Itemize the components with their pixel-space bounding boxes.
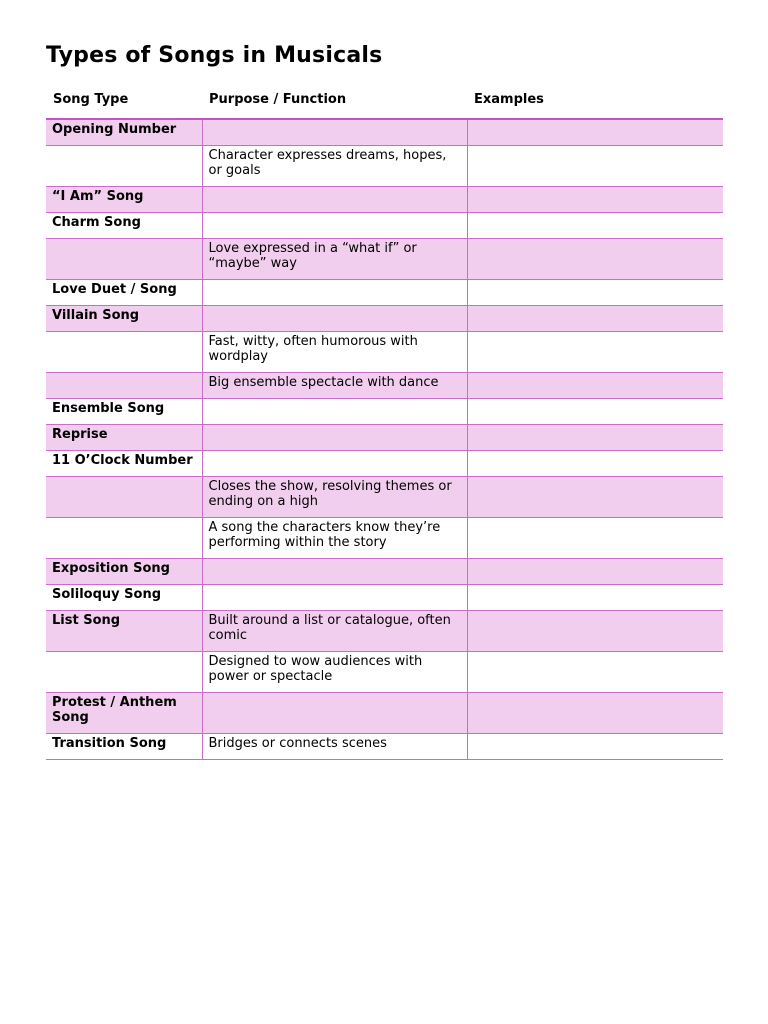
purpose-cell	[202, 559, 467, 585]
purpose-cell	[202, 425, 467, 451]
purpose-cell: Character expresses dreams, hopes, or goals	[202, 146, 467, 187]
table-body	[46, 119, 723, 760]
purpose-cell	[202, 306, 467, 332]
examples-cell	[467, 425, 723, 451]
purpose-cell: A song the characters know they’re performing within the story	[202, 518, 467, 559]
song-type-cell	[46, 477, 202, 518]
purpose-cell	[202, 213, 467, 239]
song-type-cell	[46, 373, 202, 399]
song-type-cell	[46, 518, 202, 559]
purpose-cell	[202, 451, 467, 477]
table-row	[46, 332, 723, 373]
song-type-cell: Ensemble Song	[46, 399, 202, 425]
table-row	[46, 559, 723, 585]
song-type-cell: Love Duet / Song	[46, 280, 202, 306]
purpose-cell: Love expressed in a “what if” or “maybe” way	[202, 239, 467, 280]
examples-cell	[467, 146, 723, 187]
examples-cell	[467, 280, 723, 306]
song-type-cell: List Song	[46, 611, 202, 652]
song-type-cell	[46, 652, 202, 693]
examples-cell	[467, 213, 723, 239]
examples-cell	[467, 187, 723, 213]
table-row	[46, 373, 723, 399]
song-type-cell: Protest / Anthem Song	[46, 693, 202, 734]
examples-cell	[467, 693, 723, 734]
examples-cell	[467, 306, 723, 332]
examples-cell	[467, 734, 723, 760]
table-row	[46, 146, 723, 187]
table-row	[46, 399, 723, 425]
song-type-cell	[46, 239, 202, 280]
song-type-cell: Villain Song	[46, 306, 202, 332]
examples-cell	[467, 239, 723, 280]
song-type-cell: Charm Song	[46, 213, 202, 239]
examples-cell	[467, 119, 723, 146]
examples-cell	[467, 559, 723, 585]
purpose-cell: Bridges or connects scenes	[202, 734, 467, 760]
examples-cell	[467, 652, 723, 693]
table-row	[46, 477, 723, 518]
purpose-cell	[202, 585, 467, 611]
header-song-type: Song Type	[46, 86, 202, 119]
song-type-cell: Transition Song	[46, 734, 202, 760]
purpose-cell	[202, 693, 467, 734]
song-type-cell: “I Am” Song	[46, 187, 202, 213]
table-row	[46, 239, 723, 280]
examples-cell	[467, 518, 723, 559]
song-types-table	[46, 86, 723, 760]
header-examples: Examples	[467, 86, 723, 119]
table-row	[46, 652, 723, 693]
table-header-row	[46, 86, 723, 119]
purpose-cell	[202, 119, 467, 146]
table-row	[46, 734, 723, 760]
table-row	[46, 585, 723, 611]
song-type-cell: 11 O’Clock Number	[46, 451, 202, 477]
table-row	[46, 518, 723, 559]
table-row	[46, 611, 723, 652]
purpose-cell: Closes the show, resolving themes or ending on a high	[202, 477, 467, 518]
song-type-cell: Reprise	[46, 425, 202, 451]
examples-cell	[467, 373, 723, 399]
examples-cell	[467, 585, 723, 611]
purpose-cell: Built around a list or catalogue, often comic	[202, 611, 467, 652]
document-title: Types of Songs in Musicals	[46, 43, 383, 68]
table-row	[46, 425, 723, 451]
purpose-cell	[202, 399, 467, 425]
table-row	[46, 451, 723, 477]
purpose-cell	[202, 187, 467, 213]
song-type-cell	[46, 332, 202, 373]
song-type-cell	[46, 146, 202, 187]
purpose-cell: Designed to wow audiences with power or spectacle	[202, 652, 467, 693]
examples-cell	[467, 451, 723, 477]
purpose-cell	[202, 280, 467, 306]
examples-cell	[467, 332, 723, 373]
song-type-cell: Exposition Song	[46, 559, 202, 585]
examples-cell	[467, 611, 723, 652]
purpose-cell: Big ensemble spectacle with dance	[202, 373, 467, 399]
examples-cell	[467, 399, 723, 425]
table-row	[46, 693, 723, 734]
table-row	[46, 187, 723, 213]
table-row	[46, 119, 723, 146]
table-row	[46, 213, 723, 239]
song-type-cell: Soliloquy Song	[46, 585, 202, 611]
purpose-cell: Fast, witty, often humorous with wordplay	[202, 332, 467, 373]
examples-cell	[467, 477, 723, 518]
song-type-cell: Opening Number	[46, 119, 202, 146]
header-purpose: Purpose / Function	[202, 86, 467, 119]
table-row	[46, 280, 723, 306]
table-row	[46, 306, 723, 332]
